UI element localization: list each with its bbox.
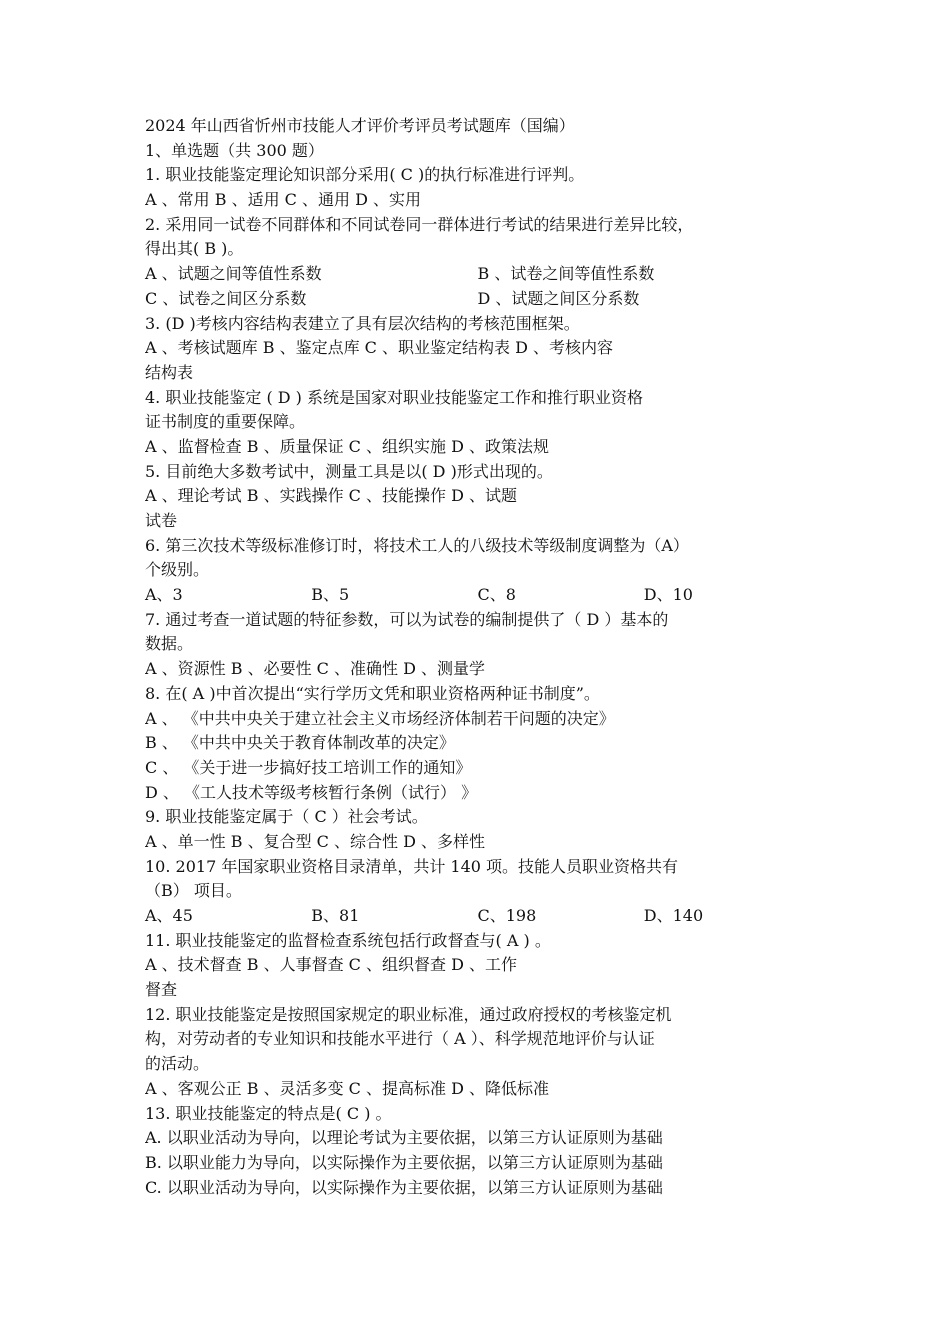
option-c: C、8 [477, 585, 516, 605]
question-7-stem-cont: 数据。 [145, 634, 194, 654]
question-9-options: A 、单一性 B 、复合型 C 、综合性 D 、多样性 [145, 831, 485, 851]
question-5-options: A 、理论考试 B 、实践操作 C 、技能操作 D 、试题 [145, 486, 517, 506]
question-10-options [145, 904, 810, 929]
question-8-option-b: B 、 《中共中央关于教育体制改革的决定》 [145, 733, 455, 753]
question-2-options-row-1 [145, 262, 810, 287]
option-a: A、45 [145, 906, 193, 925]
option-c: C、198 [477, 906, 537, 925]
option-c: C 、试卷之间区分系数 [145, 288, 307, 308]
question-5-stem: 5. 目前绝大多数考试中，测量工具是以( D )形式出现的。 [145, 461, 553, 481]
option-a: A、3 [145, 585, 183, 605]
question-1-stem: 1. 职业技能鉴定理论知识部分采用( C )的执行标准进行评判。 [145, 165, 585, 185]
question-8-stem: 8. 在( A )中首次提出“实行学历文凭和职业资格两种证书制度”。 [145, 683, 600, 703]
question-13-option-a: A. 以职业活动为导向，以理论考试为主要依据，以第三方认证原则为基础 [145, 1128, 663, 1148]
question-8-option-a: A 、 《中共中央关于建立社会主义市场经济体制若干问题的决定》 [145, 708, 615, 728]
question-6-options [145, 583, 810, 608]
question-12-stem: 12. 职业技能鉴定是按照国家规定的职业标准，通过政府授权的考核鉴定机 [145, 1004, 672, 1024]
question-9-stem: 9. 职业技能鉴定属于（ C ）社会考试。 [145, 807, 428, 827]
question-2-options-row-2 [145, 287, 810, 312]
question-13-stem: 13. 职业技能鉴定的特点是( C ) 。 [145, 1103, 392, 1123]
question-3-options-cont: 结构表 [145, 362, 194, 382]
question-3-stem: 3. (D )考核内容结构表建立了具有层次结构的考核范围框架。 [145, 313, 580, 333]
question-7-stem: 7. 通过考查一道试题的特征参数，可以为试卷的编制提供了（ D ）基本的 [145, 609, 669, 629]
option-d: D、140 [643, 906, 704, 925]
question-6-stem: 6. 第三次技术等级标准修订时，将技术工人的八级技术等级制度调整为（A） [145, 535, 689, 555]
question-13-option-b: B. 以职业能力为导向，以实际操作为主要依据，以第三方认证原则为基础 [145, 1152, 663, 1172]
question-5-options-cont: 试卷 [145, 511, 178, 530]
question-4-options: A 、监督检查 B 、质量保证 C 、组织实施 D 、政策法规 [145, 436, 549, 456]
question-11-options: A 、技术督查 B 、人事督查 C 、组织督查 D 、工作 [145, 955, 517, 975]
question-10-stem: 10. 2017 年国家职业资格目录清单，共计 140 项。技能人员职业资格共有 [145, 856, 679, 876]
question-2-stem-cont: 得出其( B )。 [145, 239, 244, 259]
question-10-stem-cont: （B） 项目。 [145, 881, 242, 901]
question-11-stem: 11. 职业技能鉴定的监督检查系统包括行政督查与( A ) 。 [145, 930, 551, 950]
question-12-options: A 、客观公正 B 、灵活多变 C 、提高标准 D 、降低标准 [145, 1078, 549, 1098]
question-8-option-d: D 、 《工人技术等级考核暂行条例（试行） 》 [145, 782, 478, 802]
document-body [145, 114, 810, 1200]
question-4-stem: 4. 职业技能鉴定 ( D ) 系统是国家对职业技能鉴定工作和推行职业资格 [145, 387, 644, 407]
section-heading: 1、单选题（共 300 题） [145, 140, 324, 160]
option-d: D、10 [643, 585, 693, 605]
question-6-stem-cont: 个级别。 [145, 560, 210, 580]
question-11-options-cont: 督查 [145, 980, 178, 1000]
question-13-option-c: C. 以职业活动为导向，以实际操作为主要依据，以第三方认证原则为基础 [145, 1177, 663, 1197]
question-12-stem-end: 的活动。 [145, 1054, 210, 1074]
option-a: A 、试题之间等值性系数 [145, 264, 322, 284]
question-2-stem: 2. 采用同一试卷不同群体和不同试卷同一群体进行考试的结果进行差异比较， [145, 214, 694, 234]
option-d: D 、试题之间区分系数 [477, 288, 640, 308]
option-b: B 、试卷之间等值性系数 [477, 264, 655, 284]
question-1-options: A 、常用 B 、适用 C 、通用 D 、实用 [145, 190, 421, 210]
question-3-options: A 、考核试题库 B 、鉴定点库 C 、职业鉴定结构表 D 、考核内容 [145, 338, 613, 358]
question-4-stem-cont: 证书制度的重要保障。 [145, 412, 306, 432]
question-12-stem-cont: 构，对劳动者的专业知识和技能水平进行（ A ）、科学规范地评价与认证 [145, 1029, 655, 1049]
question-8-option-c: C 、 《关于进一步搞好技工培训工作的通知》 [145, 757, 472, 777]
question-7-options: A 、资源性 B 、必要性 C 、准确性 D 、测量学 [145, 659, 485, 679]
option-b: B、5 [311, 585, 350, 605]
document-title: 2024 年山西省忻州市技能人才评价考评员考试题库（国编） [145, 116, 575, 135]
option-b: B、81 [311, 906, 360, 925]
